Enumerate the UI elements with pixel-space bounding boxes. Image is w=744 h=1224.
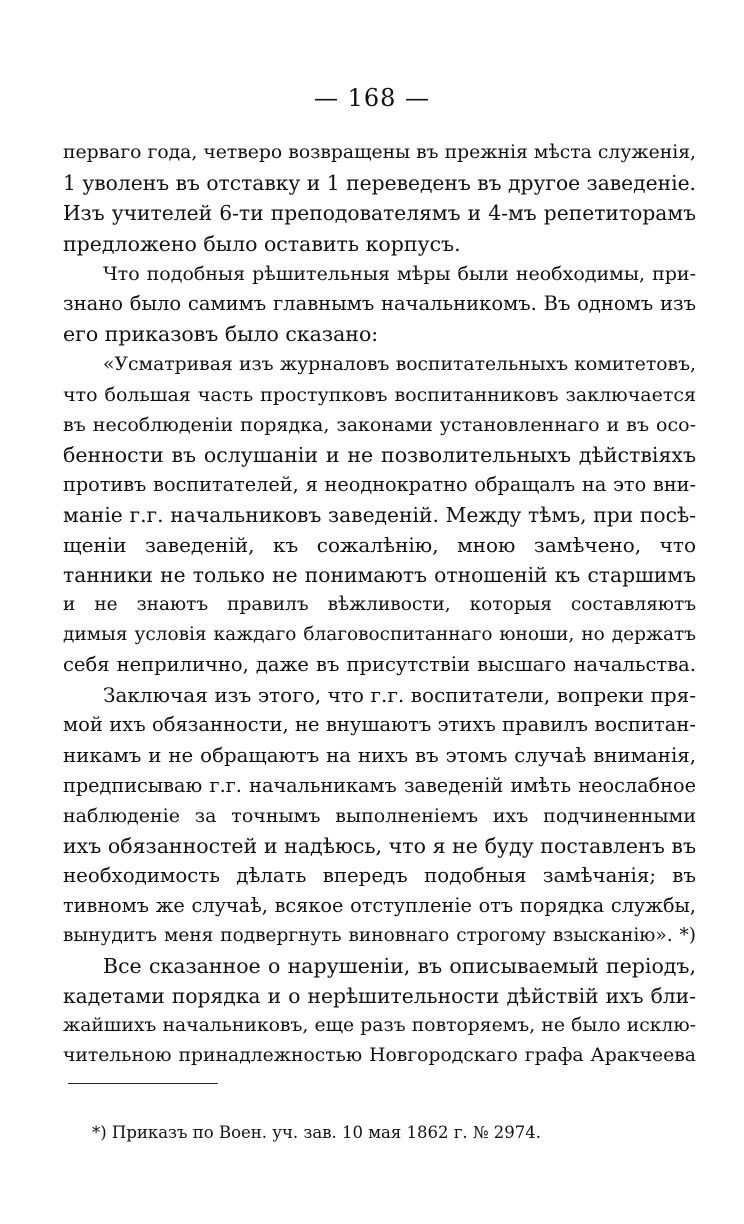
text-line: знано было самимъ главнымъ начальникомъ. Въ одномъ изъ (63, 292, 696, 315)
text-line: Что подобныя рѣшительныя мѣры были необходимы, при- (103, 263, 696, 285)
page-number: — 168 — (313, 84, 431, 112)
text-line: чительною принадлежностью Новгородскаго графа Аракчеева (63, 1045, 696, 1066)
footnote: *) Приказъ по Воен. уч. зав. 10 мая 1862 г. № 2974. (92, 1123, 542, 1142)
text-line: димыя условія каждаго благовоспитаннаго юноши, но держатъ (63, 624, 696, 645)
text-line: щеніи заведеній, къ сожалѣнію, мною замѣчено, что (63, 533, 696, 557)
text-line: предписываю г.г. начальникамъ заведеній имѣть неослабное (63, 774, 696, 797)
text-line: жайшихъ начальниковъ, еще разъ повторяемъ, не было исклю- (63, 1015, 696, 1036)
text-line: противъ воспитателей, я неоднократно обращалъ на это вни- (63, 473, 696, 496)
text-line: его приказовъ было сказано: (63, 322, 379, 346)
text-line: что большая часть проступковъ воспитанниковъ заключается (63, 384, 696, 406)
footnote-divider (68, 1083, 218, 1084)
text-line: мой ихъ обязанности, не внушаютъ этихъ правилъ воспитан- (63, 713, 696, 736)
text-line: «Усматривая изъ журналовъ воспитательныхъ комитетовъ, (103, 354, 696, 375)
text-line: наблюденіе за точнымъ выполненіемъ ихъ подчиненными (63, 805, 696, 827)
text-line: Заключая изъ этого, что г.г. воспитатели, вопреки пря- (103, 683, 696, 707)
text-line: маніе г.г. начальниковъ заведеній. Между тѣмъ, при посѣ- (63, 503, 696, 527)
text-line: и не знаютъ правилъ вѣжливости, которыя составляютъ (63, 594, 696, 615)
text-line: себя неприлично, даже въ присутствіи высшаго начальства. (63, 653, 696, 676)
text-line: необходимость дѣлать впередъ подобныя замѣчанія; въ (63, 864, 696, 887)
text-line: въ несоблюденіи порядка, законами установленнаго и въ осо- (63, 414, 696, 436)
text-line: предложено было оставить корпусъ. (63, 232, 461, 256)
text-line: Изъ учителей 6-ти преподователямъ и 4-мъ репетиторамъ (63, 201, 696, 225)
text-line: кадетами порядка и о нерѣшительности дѣйствій ихъ бли- (63, 984, 696, 1008)
text-line: никамъ и не обращаютъ на нихъ въ этомъ случаѣ вниманія, (63, 744, 696, 767)
text-line: перваго года, четверо возвращены въ прежнія мѣста служенія, (63, 142, 696, 163)
text-line: бенности въ ослушаніи и не позволительныхъ дѣйствіяхъ (63, 443, 696, 467)
text-line: вынудитъ меня подвергнуть виновнаго строгому взысканію». *) (63, 925, 696, 946)
text-line: танники не только не понимаютъ отношеній къ старшимъ (63, 563, 696, 587)
text-line: Все сказанное о нарушеніи, въ описываемый періодъ, (103, 954, 696, 978)
text-line: ихъ обязанностей и надѣюсь, что я не буду поставленъ въ (63, 834, 696, 858)
text-line: тивномъ же случаѣ, всякое отступленіе отъ порядка службы, (63, 894, 696, 917)
text-line: 1 уволенъ въ отставку и 1 переведенъ въ другое заведеніе. (63, 171, 696, 195)
